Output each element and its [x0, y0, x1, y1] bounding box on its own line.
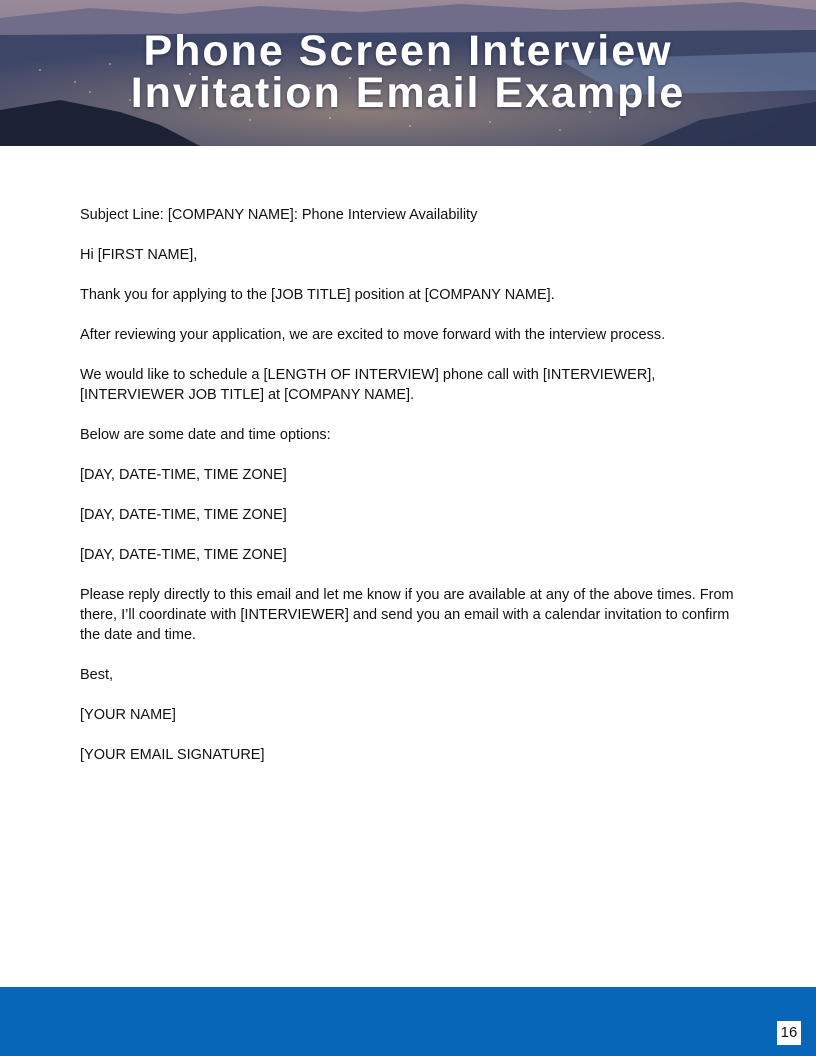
email-body	[80, 205, 740, 785]
subject-line: Subject Line: [COMPANY NAME]: Phone Interview Availability	[80, 207, 478, 223]
page-number: 16	[777, 1021, 801, 1045]
greeting: Hi [FIRST NAME],	[80, 247, 198, 263]
sender-name: [YOUR NAME]	[80, 707, 176, 723]
email-signature: [YOUR EMAIL SIGNATURE]	[80, 747, 265, 763]
time-option: [DAY, DATE-TIME, TIME ZONE]	[80, 547, 287, 563]
body-paragraph: Please reply directly to this email and let me know if you are available at any of the above times. From there, I’ll coordinate with [INTERVIEWER] and send you an email with a calendar invitation to confirm the date and time.	[80, 587, 734, 643]
body-paragraph: After reviewing your application, we are excited to move forward with the interview process.	[80, 327, 666, 343]
time-option: [DAY, DATE-TIME, TIME ZONE]	[80, 507, 287, 523]
body-paragraph: We would like to schedule a [LENGTH OF INTERVIEW] phone call with [INTERVIEWER], [INTERVIEWER JOB TITLE] at [COMPANY NAME].	[80, 367, 656, 403]
page-title	[0, 27, 816, 117]
body-paragraph: Below are some date and time options:	[80, 427, 331, 443]
page-title-line-2: Invitation Email Example	[130, 69, 686, 117]
page-title-line-1: Phone Screen Interview	[143, 27, 673, 75]
time-option: [DAY, DATE-TIME, TIME ZONE]	[80, 467, 287, 483]
header-banner	[0, 0, 816, 146]
closing: Best,	[80, 667, 114, 683]
footer-bar	[0, 987, 816, 1056]
body-paragraph: Thank you for applying to the [JOB TITLE] position at [COMPANY NAME].	[80, 287, 555, 303]
